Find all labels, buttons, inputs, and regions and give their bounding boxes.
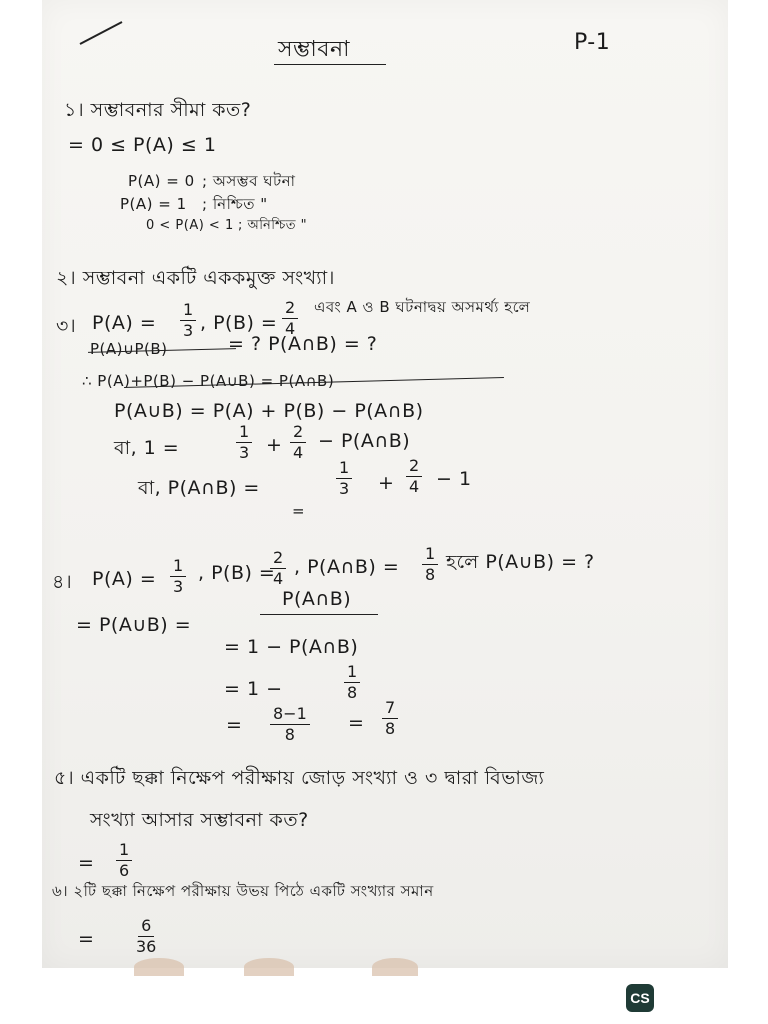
fraction-denominator: 8	[347, 683, 358, 702]
q5-answer-fraction	[116, 842, 132, 879]
q4-step3-lhs: = 1 −	[224, 678, 283, 700]
fraction-numerator: 1	[116, 842, 132, 861]
margin-tick-mark	[78, 18, 128, 48]
q3-continuation: =	[292, 502, 306, 520]
fraction-denominator: 3	[339, 479, 350, 498]
title-underline	[274, 64, 386, 65]
page-number: P-1	[574, 30, 611, 55]
q6-answer-fraction	[136, 918, 156, 955]
q3-step2-frac-a	[236, 424, 252, 461]
q4-number: ৪।	[52, 571, 73, 593]
camscanner-logo: CS	[626, 984, 654, 1012]
q4-step4-eq: =	[226, 714, 243, 736]
q3-pb-fraction	[282, 300, 298, 337]
q1-case-meaning: ; অসম্ভব ঘটনা	[202, 172, 296, 190]
fraction-numerator: 1	[344, 664, 360, 683]
fraction-denominator: 8	[425, 565, 436, 584]
q3-condition: এবং A ও B ঘটনাদ্বয় অসমর্থ্য হলে	[314, 298, 531, 316]
q3-step2-plus: +	[266, 434, 283, 456]
q6-line1: ৬। ২টি ছক্কা নিক্ষেপ পরীক্ষায় উভয় পিঠে একটি সংখ্যার সমান	[52, 882, 434, 900]
finger-shadow	[372, 958, 418, 976]
fraction-numerator: 2	[270, 550, 286, 569]
finger-shadow	[134, 958, 184, 976]
q5-line2: সংখ্যা আসার সম্ভাবনা কত?	[90, 809, 309, 831]
q3-pa: P(A) =	[92, 312, 157, 334]
fraction-denominator: 8	[284, 725, 295, 744]
q1-case-meaning: ; নিশ্চিত "	[202, 195, 268, 213]
q3-step2-lhs: বা, 1 =	[114, 437, 180, 459]
fraction-denominator: 36	[136, 937, 157, 956]
fraction-denominator: 3	[239, 443, 250, 462]
q1-case-expr: P(A) = 1	[120, 195, 187, 213]
fraction-denominator: 4	[293, 443, 304, 462]
q4-pb: , P(B) =	[198, 562, 276, 584]
q4-step4-eq2: =	[348, 712, 365, 734]
q4-step3-fraction	[344, 664, 360, 701]
fraction-denominator: 4	[285, 319, 296, 338]
finger-shadow	[244, 958, 294, 976]
fraction-numerator: 1	[422, 546, 438, 565]
fraction-numerator: 1	[236, 424, 252, 443]
q3-step3-tail: − 1	[436, 468, 472, 490]
fraction-numerator: 8−1	[270, 706, 310, 725]
q4-step2: = 1 − P(A∩B)	[224, 636, 359, 658]
fraction-denominator: 8	[385, 719, 396, 738]
q4-pab: , P(A∩B) =	[294, 556, 400, 578]
fraction-denominator: 6	[119, 861, 130, 880]
q3-struck-expr: P(A)∪P(B)	[90, 340, 168, 358]
q4-pb-fraction	[270, 550, 286, 587]
page-title: সম্ভাবনা	[278, 37, 351, 62]
q5-answer-eq: =	[78, 852, 95, 874]
q1-answer: = 0 ≤ P(A) ≤ 1	[68, 134, 217, 156]
fraction-numerator: 1	[336, 460, 352, 479]
q3-pb: , P(B) =	[200, 312, 278, 334]
fraction-denominator: 4	[273, 569, 284, 588]
q3-struck-line: ∴ P(A)+P(B) − P(A∪B) = P(A∩B)	[82, 372, 335, 390]
q5-line1: ৫। একটি ছক্কা নিক্ষেপ পরীক্ষায় জোড় সংখ্যা ও ৩ দ্বারা বিভাজ্য	[54, 767, 545, 789]
fraction-numerator: 2	[282, 300, 298, 319]
q1-question: ১। সম্ভাবনার সীমা কত?	[64, 99, 252, 121]
q3-step3-plus: +	[378, 472, 395, 494]
q3-pa-fraction	[180, 302, 196, 339]
fraction-numerator: 2	[290, 424, 306, 443]
q4-step4-fraction	[270, 706, 310, 743]
fraction-numerator: 1	[180, 302, 196, 321]
q4-step4-result	[382, 700, 398, 737]
q4-pa-fraction	[170, 558, 186, 595]
q4-pa: P(A) =	[92, 568, 157, 590]
q3-ask: = ? P(A∩B) = ?	[228, 333, 378, 355]
fraction-denominator: 3	[183, 321, 194, 340]
q6-answer-eq: =	[78, 928, 95, 950]
q2-statement: ২। সম্ভাবনা একটি এককমুক্ত সংখ্যা।	[56, 267, 335, 289]
fraction-numerator: 7	[382, 700, 398, 719]
fraction-denominator: 4	[409, 477, 420, 496]
q1-case-expr: 0 < P(A) < 1	[146, 218, 234, 233]
notebook-page	[42, 0, 728, 968]
fraction-numerator: 1	[170, 558, 186, 577]
q4-ask: হলে P(A∪B) = ?	[446, 551, 595, 573]
q4-pab-fraction	[422, 546, 438, 583]
q3-step1: P(A∪B) = P(A) + P(B) − P(A∩B)	[114, 400, 424, 422]
fraction-numerator: 6	[138, 918, 154, 937]
q3-step2-frac-b	[290, 424, 306, 461]
q4-step1-lhs: = P(A∪B) =	[76, 614, 192, 636]
fraction-denominator: 3	[173, 577, 184, 596]
q4-step1-rhs: P(A∩B)	[282, 588, 352, 610]
fraction-numerator: 2	[406, 458, 422, 477]
q3-step3-frac-b	[406, 458, 422, 495]
q1-case-meaning: ; অনিশ্চিত "	[238, 218, 308, 233]
q3-number: ৩।	[56, 315, 77, 337]
fraction-bar	[260, 614, 378, 615]
q1-case-expr: P(A) = 0	[128, 172, 195, 190]
q3-step2-tail: − P(A∩B)	[318, 430, 411, 452]
q3-step3-frac-a	[336, 460, 352, 497]
q3-step3-lhs: বা, P(A∩B) =	[138, 477, 260, 499]
